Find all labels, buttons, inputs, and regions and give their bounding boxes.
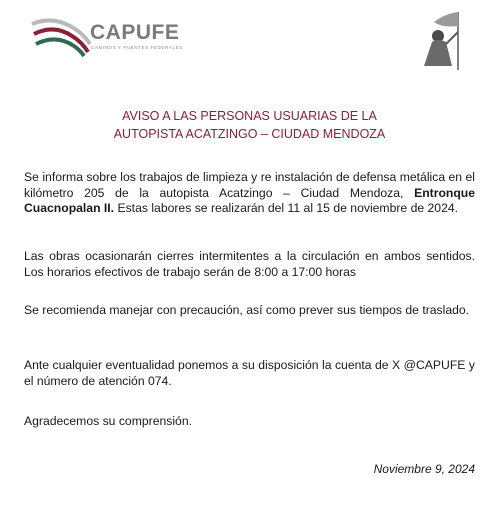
notice-title — [0, 107, 499, 143]
p1-text-a: Se informa sobre los trabajos de limpieza y re instalación de defensa metálica en el kilómetro 205 de la autopista Acatzingo – Ciudad Mendoza, — [24, 170, 475, 200]
capufe-road-ribbon-icon — [30, 14, 92, 58]
p1-location-bold: Entronque Cuacnopalan II. — [24, 185, 475, 215]
woman-with-flag-emblem-icon — [408, 8, 470, 72]
notice-date: Noviembre 9, 2024 — [373, 462, 475, 476]
paragraph-works-info — [24, 170, 475, 217]
capufe-logo — [30, 12, 183, 60]
paragraph-closures: Las obras ocasionarán cierres intermitentes a la circulación en ambos sentidos. Los horarios efectivos de trabajo serán de 8:00 a 17:00 horas — [24, 249, 475, 279]
logo-name: CAPUFE — [90, 21, 180, 44]
title-line-2: AUTOPISTA ACATZINGO – CIUDAD MENDOZA — [113, 127, 386, 141]
logo-subtitle: CAMINOS Y PUENTES FEDERALES — [91, 45, 183, 50]
p1-text-b: Estas labores se realizarán del 11 al 15 de noviembre de 2024. — [114, 201, 459, 215]
title-line-1: AVISO A LAS PERSONAS USUARIAS DE LA — [122, 109, 377, 123]
paragraph-recommendation: Se recomienda manejar con precaución, así como prever sus tiempos de traslado. — [24, 303, 470, 317]
paragraph-thanks: Agradecemos su comprensión. — [24, 414, 193, 428]
paragraph-contact: Ante cualquier eventualidad ponemos a su disposición la cuenta de X @CAPUFE y el número de atención 074. — [24, 358, 475, 388]
